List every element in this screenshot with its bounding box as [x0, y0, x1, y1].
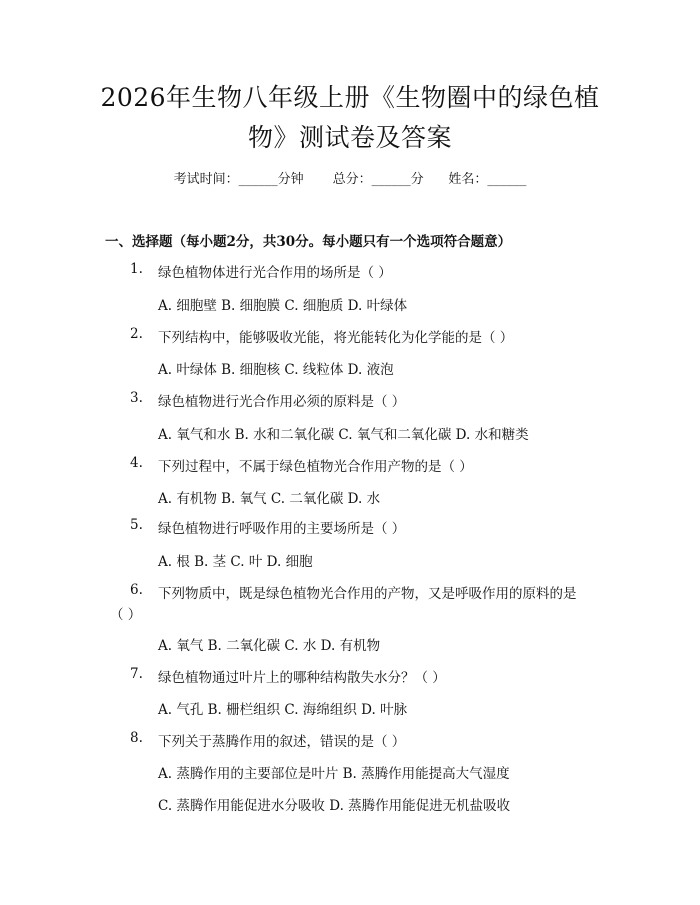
score-unit: 分 — [410, 172, 424, 187]
name-blank: ______ — [487, 172, 527, 187]
question-options: A. 氧气和水 B. 水和二氧化碳 C. 氧气和二氧化碳 D. 水和糖类 — [158, 427, 529, 443]
time-unit: 分钟 — [277, 172, 304, 187]
question-number: 7. — [130, 666, 143, 682]
question-options: A. 叶绿体 B. 细胞核 C. 线粒体 D. 液泡 — [158, 362, 394, 378]
question-number: 8. — [130, 730, 143, 746]
question-text: 下列物质中，既是绿色植物光合作用的产物，又是呼吸作用的原料的是 — [158, 586, 577, 602]
question-text-continued: （ ） — [110, 607, 142, 623]
question-number: 3. — [130, 390, 143, 406]
document-title: 2026年生物八年级上册《生物圈中的绿色植物》测试卷及答案 — [100, 83, 600, 152]
question-text: 下列过程中，不属于绿色植物光合作用产物的是（ ） — [158, 459, 473, 475]
question-number: 2. — [130, 326, 143, 342]
question-text: 下列结构中，能够吸收光能，将光能转化为化学能的是（ ） — [158, 330, 514, 346]
time-label: 考试时间： — [173, 172, 239, 187]
question-options: A. 蒸腾作用的主要部位是叶片 B. 蒸腾作用能提高大气湿度 — [158, 766, 510, 782]
question-options: A. 有机物 B. 氧气 C. 二氧化碳 D. 水 — [158, 491, 381, 507]
question-number: 6. — [130, 582, 143, 598]
score-blank: ______ — [371, 172, 411, 187]
question-options: A. 根 B. 茎 C. 叶 D. 细胞 — [158, 554, 313, 570]
question-options: A. 细胞壁 B. 细胞膜 C. 细胞质 D. 叶绿体 — [158, 298, 408, 314]
question-text: 绿色植物进行呼吸作用的主要场所是（ ） — [158, 521, 406, 537]
question-text: 绿色植物进行光合作用必须的原料是（ ） — [158, 394, 406, 410]
question-options: A. 气孔 B. 栅栏组织 C. 海绵组织 D. 叶脉 — [158, 702, 408, 718]
question-number: 4. — [130, 455, 143, 471]
score-label: 总分： — [332, 172, 372, 187]
question-options: C. 蒸腾作用能促进水分吸收 D. 蒸腾作用能促进无机盐吸收 — [158, 798, 511, 814]
question-number: 1. — [130, 261, 143, 277]
name-label: 姓名： — [448, 172, 488, 187]
exam-info-line — [0, 168, 700, 187]
question-options: A. 氧气 B. 二氧化碳 C. 水 D. 有机物 — [158, 638, 381, 654]
question-text: 绿色植物通过叶片上的哪种结构散失水分？（ ） — [158, 670, 446, 686]
question-number: 5. — [130, 517, 143, 533]
question-text: 下列关于蒸腾作用的叙述，错误的是（ ） — [158, 734, 406, 750]
time-blank: ______ — [238, 172, 278, 187]
question-text: 绿色植物体进行光合作用的场所是（ ） — [158, 265, 392, 281]
section-heading-choice: 一、选择题（每小题2分，共30分。每小题只有一个选项符合题意） — [105, 234, 512, 250]
